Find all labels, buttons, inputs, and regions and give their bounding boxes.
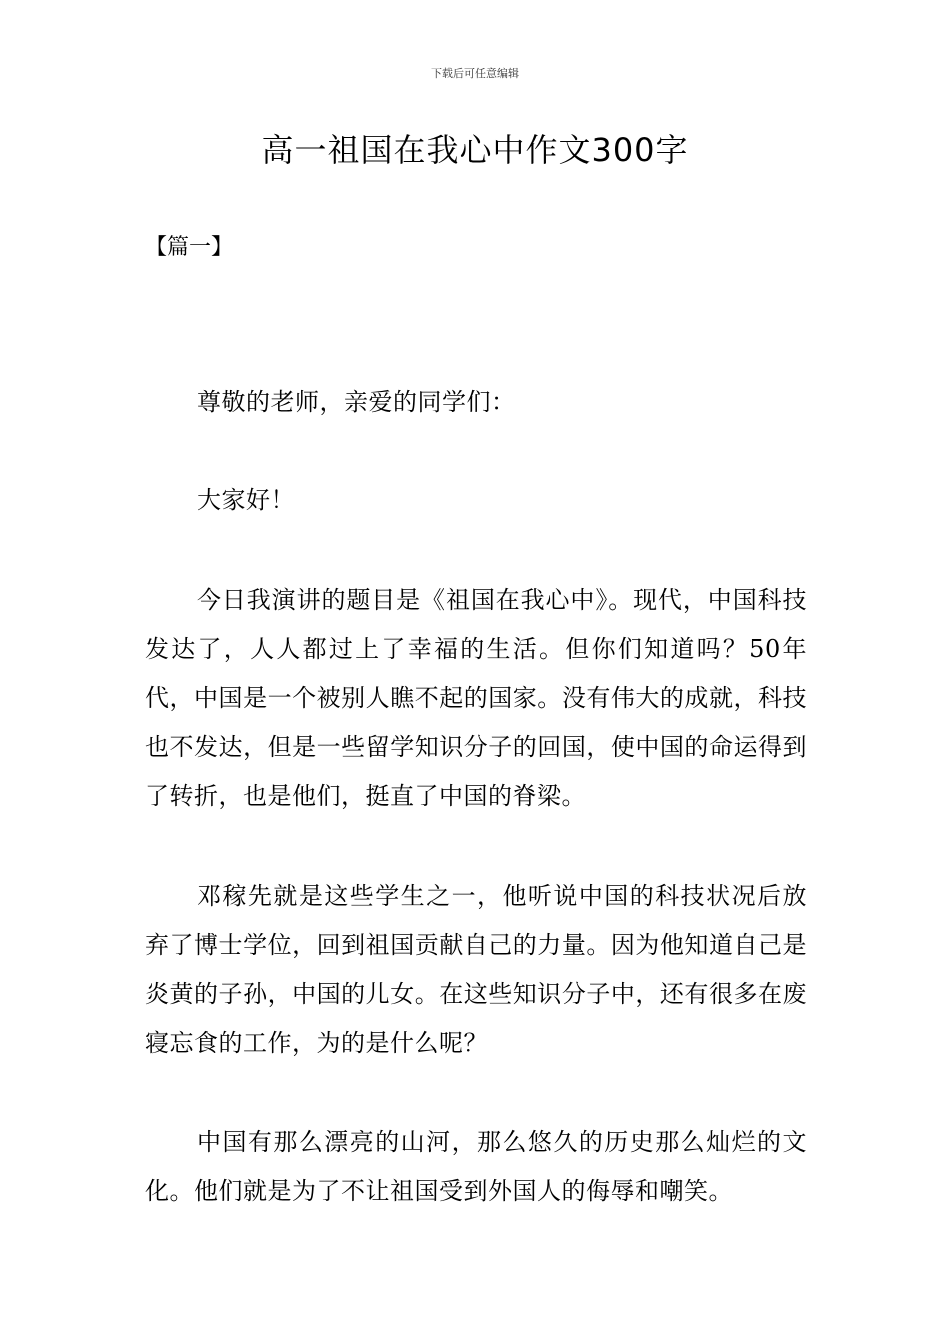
paragraph-salutation: 尊敬的老师，亲爱的同学们： [197,388,516,416]
section-label: 【篇一】 [145,235,234,260]
document-title: 高一祖国在我心中作文300字 [261,131,689,169]
header-note: 下载后可任意编辑 [431,67,519,80]
paragraph-greeting: 大家好！ [197,486,295,514]
paragraph-body-1: 今日我演讲的题目是《祖国在我心中》。现代，中国科技发达了，人人都过上了幸福的生活。但你们知道吗？50年代，中国是一个被别人瞧不起的国家。没有伟大的成就，科技也不发达，但是一些留学知识分子的回国，使中国的命运得到了转折，也是他们，挺直了中国的脊梁。 [145,586,807,810]
paragraph-body-2: 邓稼先就是这些学生之一，他听说中国的科技状况后放弃了博士学位，回到祖国贡献自己的力量。因为他知道自己是炎黄的子孙，中国的儿女。在这些知识分子中，还有很多在废寝忘食的工作，为的是什么呢？ [145,882,807,1057]
paragraph-body-3: 中国有那么漂亮的山河，那么悠久的历史那么灿烂的文化。他们就是为了不让祖国受到外国人的侮辱和嘲笑。 [145,1128,807,1205]
